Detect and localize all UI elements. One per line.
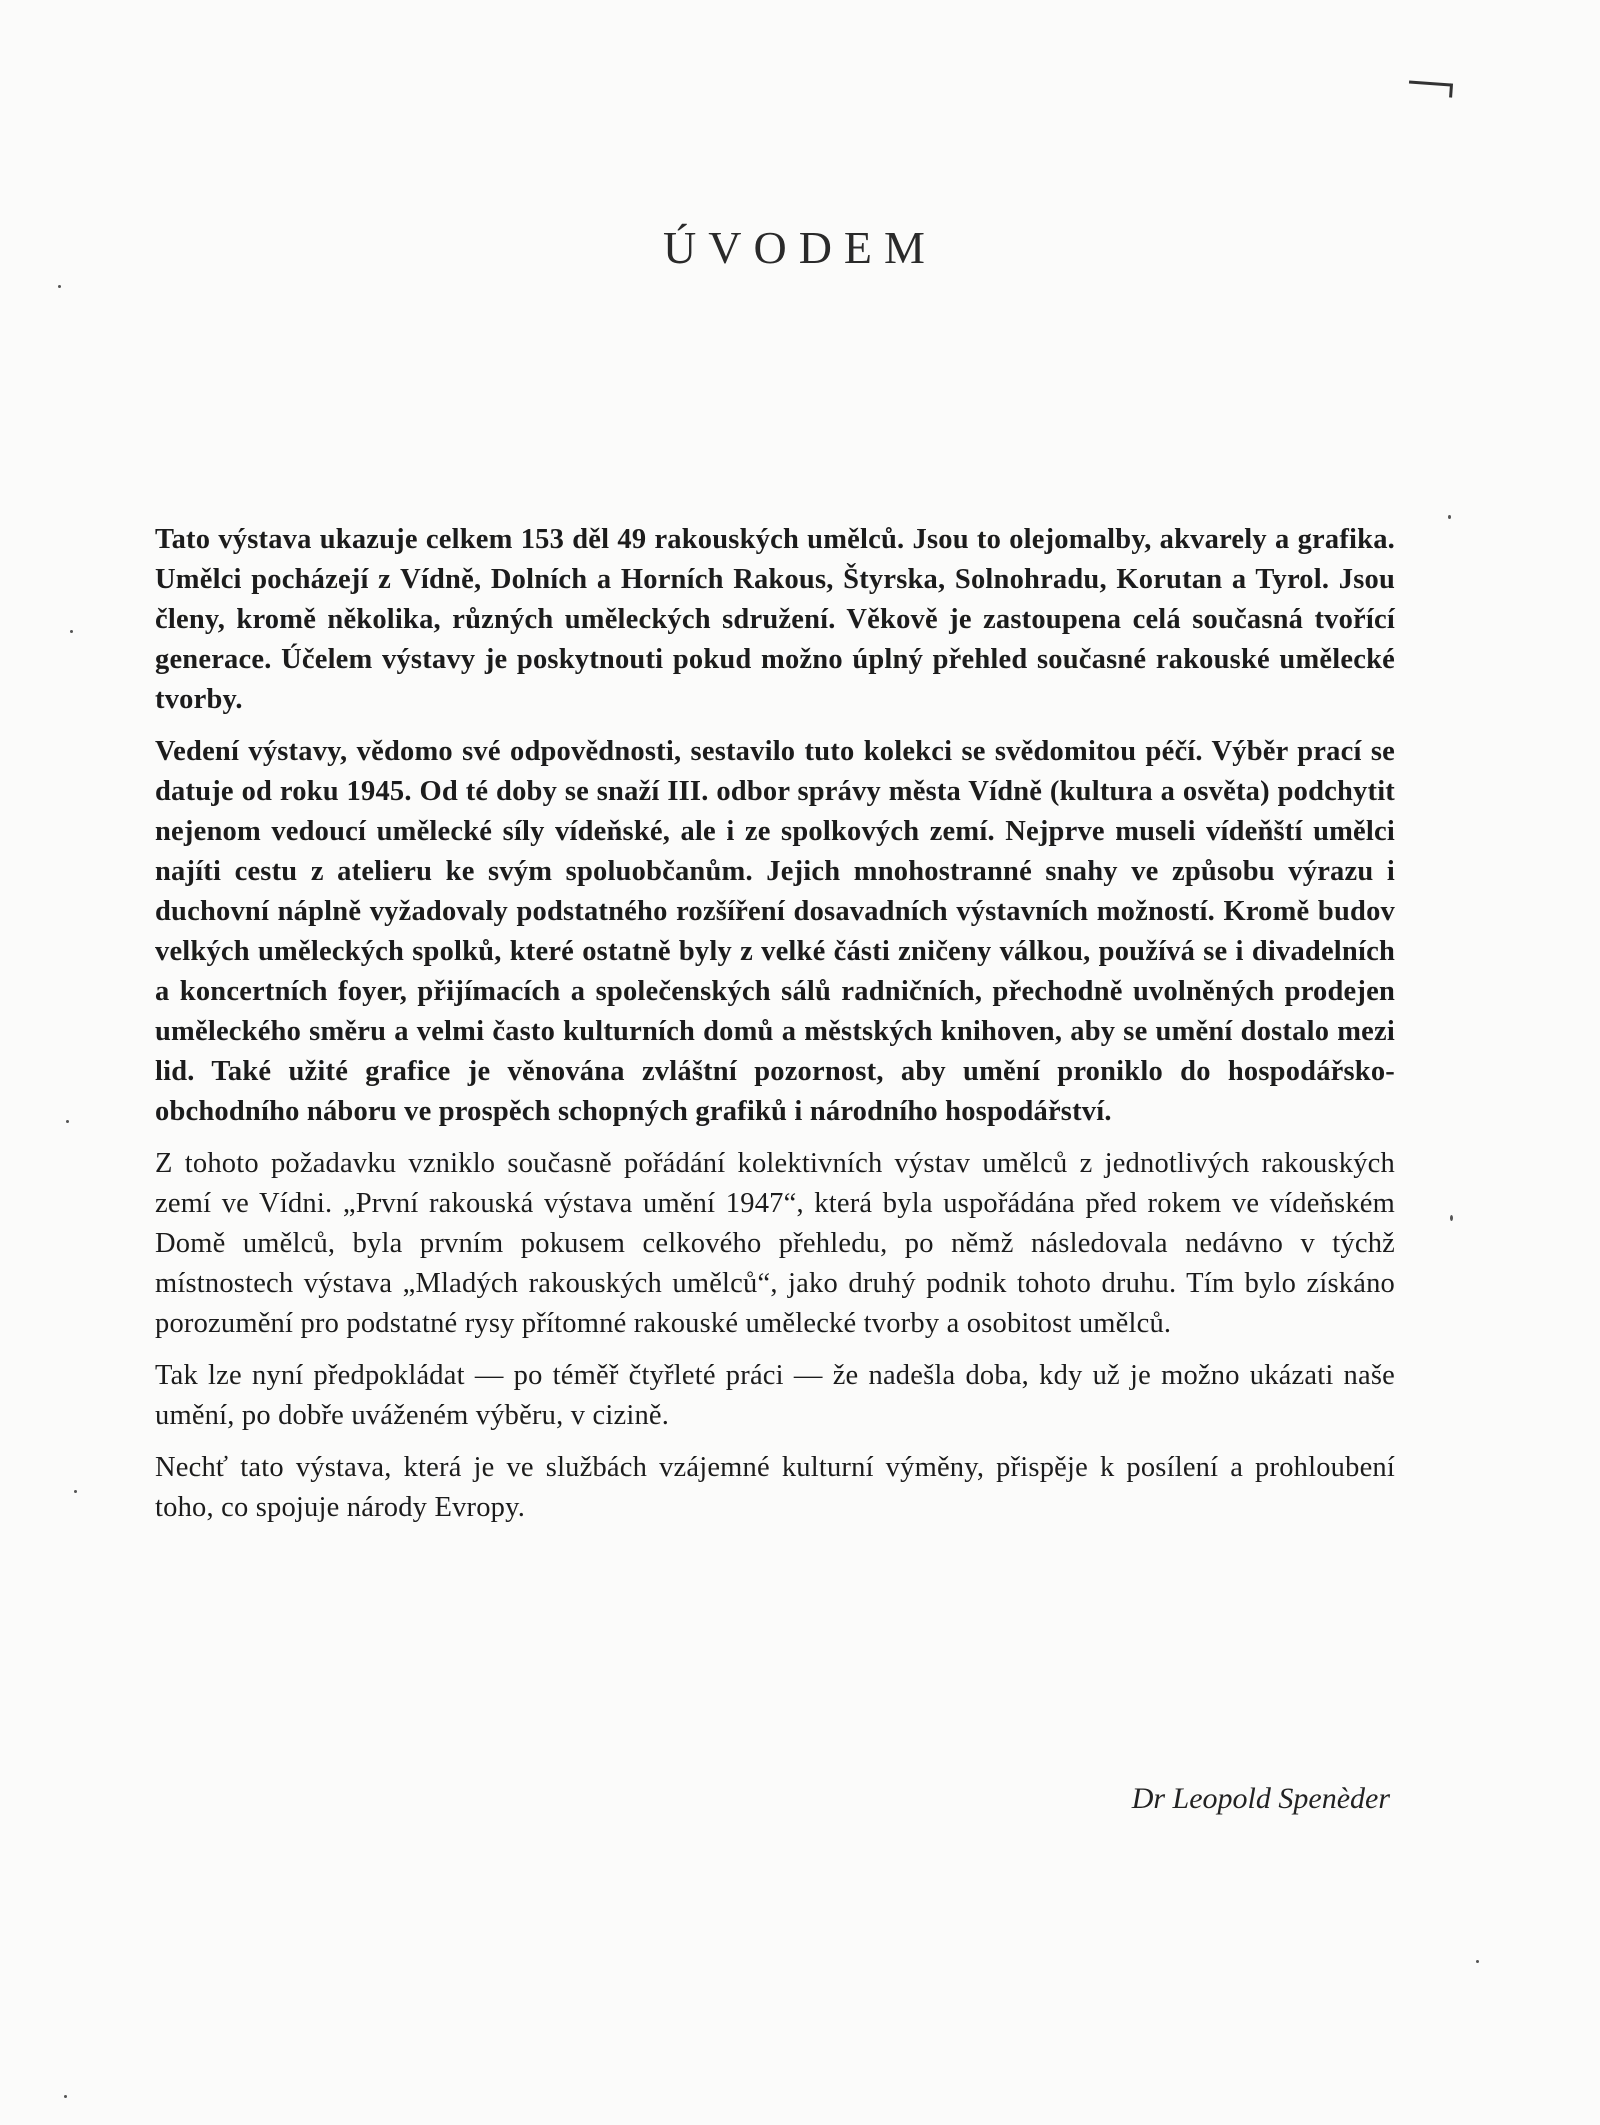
paragraph-exhibition-management: Vedení výstavy, vědomo své odpovědnosti, sestavilo tuto kolekci se svědomitou péčí. Výběr prací se datuje od roku 1945. Od té doby se snaží III. odbor správy města Vídně (kultura a osvěta) podchytit nejenom vedoucí umělecké síly vídeňské, ale i ze spolkových zemí. Nejprve museli vídeňští umělci najíti cestu z atelieru ke svým spoluobčanům. Jejich mnohostranné snahy ve způsobu výrazu i duchovní náplně vyžadovaly podstatného rozšíření dosavadních výstavních možností. Kromě budov velkých uměleckých spolků, které ostatně byly z velké části zničeny válkou, používá se i divadelních a koncertních foyer, přijímacích a společenských sálů radničních, přechodně uvolněných prodejen uměleckého směru a velmi často kulturních domů a městských knihoven, aby se umění dostalo mezi lid. Také užité grafice je věnována zvláštní pozornost, aby umění proniklo do hospodářsko-obchodního náboru ve prospěch schopných grafiků i národního hospodářství.: [155, 736, 1395, 1127]
paragraph-closing-wish: Nechť tato výstava, která je ve službách vzájemné kulturní výměny, přispěje k posílení a prohloubení toho, co spojuje národy Evropy.: [155, 1452, 1395, 1523]
paragraph-intro: Tato výstava ukazuje celkem 153 děl 49 rakouských umělců. Jsou to olejomalby, akvarely a grafika. Umělci pocházejí z Vídně, Dolních a Horních Rakous, Štyrska, Solnohradu, Korutan a Tyrol. Jsou členy, kromě několika, různých uměleckých sdružení. Věkově je zastoupena celá současná tvořící generace. Účelem výstavy je poskytnouti pokud možno úplný přehled současné rakouské umělecké tvorby.: [155, 524, 1395, 715]
page-title: ÚVODEM: [663, 221, 937, 273]
paragraph-time-has-come: Tak lze nyní předpokládat — po téměř čtyřleté práci — že nadešla doba, kdy už je možno ukázati naše umění, po dobře uváženém výběru, v cizině.: [155, 1360, 1395, 1431]
scan-speck: [64, 2095, 67, 2098]
scan-speck: [1476, 1960, 1479, 1963]
scan-speck: [1448, 515, 1451, 519]
scan-speck: [58, 285, 61, 288]
body-text: [155, 520, 1395, 1540]
scan-speck: [66, 1120, 69, 1123]
signature: Dr Leopold Spenèder: [1131, 1782, 1390, 1815]
scan-speck: [74, 1490, 77, 1493]
paragraph-collective-exhibitions: Z tohoto požadavku vzniklo současně pořádání kolektivních výstav umělců z jednotlivých rakouských zemí ve Vídni. „První rakouská výstava umění 1947“, která byla uspořádána před rokem ve vídeňském Domě umělců, byla prvním pokusem celkového přehledu, po němž následovala nedávno v týchž místnostech výstava „Mladých rakouských umělců“, jako druhý podnik tohoto druhu. Tím bylo získáno porozumění pro podstatné rysy přítomné rakouské umělecké tvorby a osobitost umělců.: [155, 1148, 1395, 1339]
corner-mark: [1409, 81, 1451, 87]
scan-speck: [70, 630, 73, 633]
scan-speck: [1450, 1215, 1453, 1221]
